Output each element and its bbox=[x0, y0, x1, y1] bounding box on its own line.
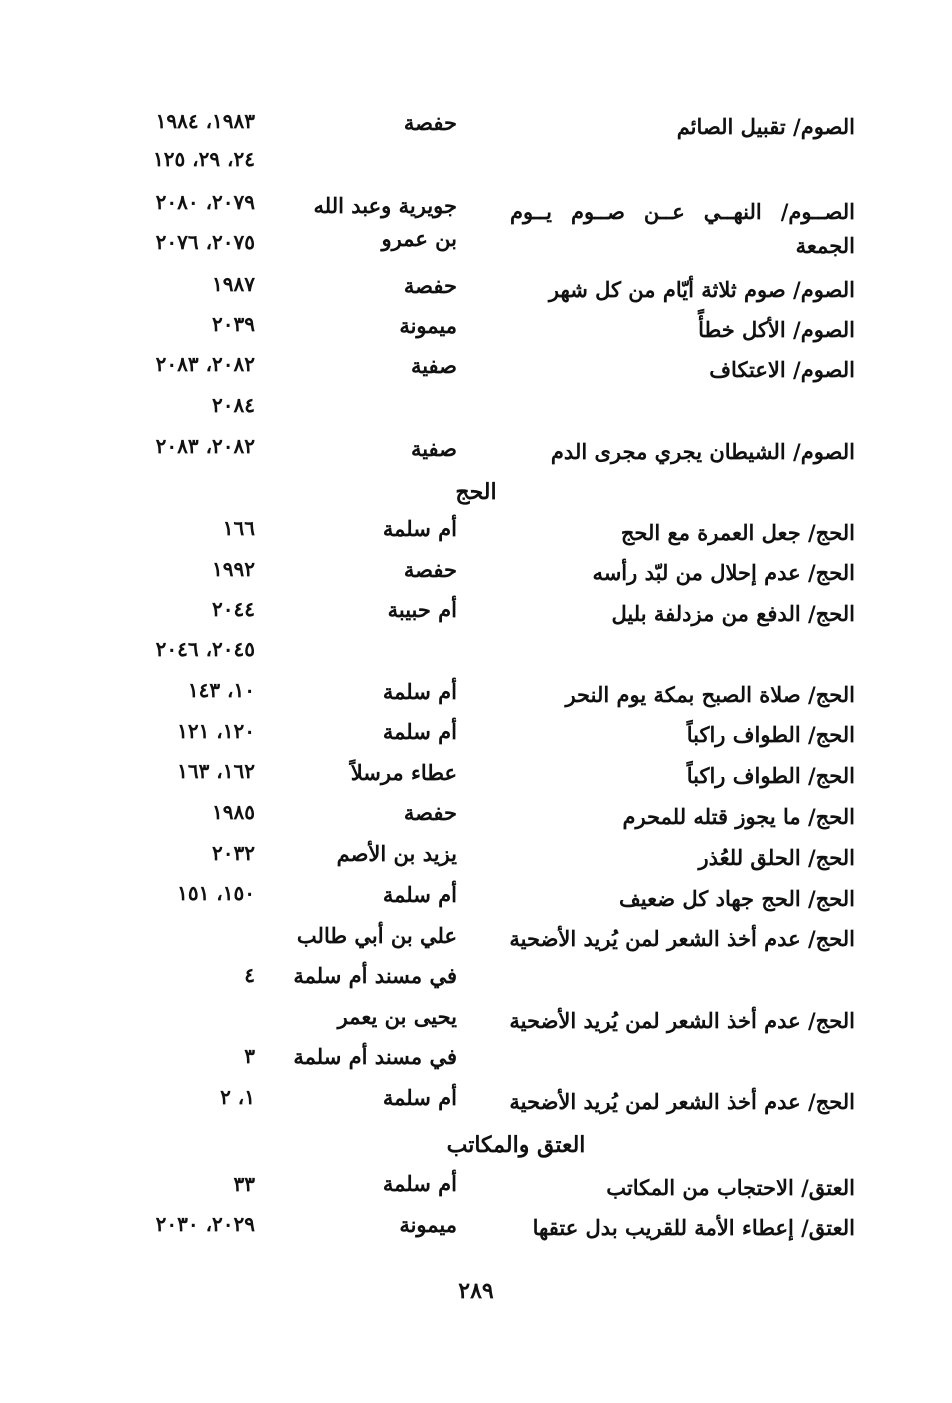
narrator: حفصة bbox=[403, 110, 457, 135]
hadith-numbers: ١٩٩٢ bbox=[212, 557, 255, 581]
topic: الحج/ عدم أخذ الشعر لمن يُريد الأضحية bbox=[509, 1008, 855, 1033]
topic: الحج/ الحلق للعُذر bbox=[698, 845, 855, 870]
narrator: جويرية وعبد الله bbox=[313, 193, 457, 218]
narrator: في مسند أم سلمة bbox=[293, 963, 457, 988]
narrator: أم سلمة bbox=[382, 1085, 457, 1110]
topic: الحج/ الطواف راكباً bbox=[686, 763, 855, 788]
hadith-numbers: ١٦٢، ١٦٣ bbox=[177, 759, 255, 783]
hadith-numbers: ١٠، ١٤٣ bbox=[187, 678, 255, 702]
hadith-numbers: ٣ bbox=[244, 1044, 255, 1068]
topic: الصــوم/ النهــي عــن صــوم يــوم bbox=[510, 199, 855, 224]
topic: الحج/ عدم أخذ الشعر لمن يُريد الأضحية bbox=[509, 926, 855, 951]
topic: الجمعة bbox=[795, 233, 855, 258]
page-number: ٢٨٩ bbox=[458, 1278, 494, 1304]
hadith-numbers: ٢٠٨٤ bbox=[212, 393, 255, 417]
narrator: بن عمرو bbox=[381, 226, 457, 251]
hadith-numbers: ١٥٠، ١٥١ bbox=[177, 881, 255, 905]
narrator: ميمونة bbox=[399, 1212, 457, 1237]
narrator: صفية bbox=[410, 353, 457, 378]
topic: الصوم/ تقبيل الصائم bbox=[676, 114, 855, 139]
topic: الصوم/ صوم ثلاثة أيّام من كل شهر bbox=[548, 277, 855, 302]
hadith-numbers: ١٩٨٧ bbox=[212, 272, 255, 296]
narrator: حفصة bbox=[403, 800, 457, 825]
narrator: أم سلمة bbox=[382, 679, 457, 704]
hadith-numbers: ٢٠٤٤ bbox=[212, 597, 255, 621]
topic: الحج/ عدم إحلال من لبّد رأسه bbox=[592, 560, 855, 585]
section-heading-hajj: الحج bbox=[455, 479, 497, 505]
narrator: أم سلمة bbox=[382, 719, 457, 744]
hadith-numbers: ١٩٨٥ bbox=[212, 800, 255, 824]
hadith-numbers: ١، ٢ bbox=[220, 1085, 255, 1109]
hadith-numbers: ٢٠٣٢ bbox=[212, 841, 255, 865]
narrator: عطاء مرسلاً bbox=[350, 760, 457, 785]
narrator: أم سلمة bbox=[382, 516, 457, 541]
hadith-numbers: ٢٠٧٩، ٢٠٨٠ bbox=[155, 190, 255, 214]
narrator: ميمونة bbox=[399, 313, 457, 338]
topic: العتق/ إعطاء الأمة للقريب بدل عتقها bbox=[532, 1215, 855, 1240]
hadith-numbers: ٢٤، ٢٩، ١٢٥ bbox=[152, 147, 255, 171]
topic: الصوم/ الأكل خطأً bbox=[698, 317, 855, 342]
hadith-numbers: ٢٠٧٥، ٢٠٧٦ bbox=[155, 230, 255, 254]
hadith-numbers: ١٩٨٣، ١٩٨٤ bbox=[155, 109, 255, 133]
narrator: أم سلمة bbox=[382, 1171, 457, 1196]
narrator: حفصة bbox=[403, 557, 457, 582]
narrator: أم حبيبة bbox=[387, 597, 457, 622]
topic: العتق/ الاحتجاب من المكاتب bbox=[606, 1175, 855, 1200]
topic: الحج/ عدم أخذ الشعر لمن يُريد الأضحية bbox=[509, 1089, 855, 1114]
narrator: حفصة bbox=[403, 273, 457, 298]
narrator: أم سلمة bbox=[382, 882, 457, 907]
topic: الحج/ ما يجوز قتله للمحرم bbox=[622, 804, 855, 829]
narrator: في مسند أم سلمة bbox=[293, 1044, 457, 1069]
hadith-numbers: ٢٠٢٩، ٢٠٣٠ bbox=[155, 1212, 255, 1236]
hadith-numbers: ٢٠٨٢، ٢٠٨٣ bbox=[155, 352, 255, 376]
narrator: يحيى بن يعمر bbox=[337, 1004, 457, 1029]
hadith-numbers: ١٢٠، ١٢١ bbox=[177, 719, 255, 743]
hadith-numbers: ٢٠٣٩ bbox=[212, 312, 255, 336]
topic: الحج/ الدفع من مزدلفة بليل bbox=[611, 601, 855, 626]
hadith-numbers: ١٦٦ bbox=[222, 516, 255, 540]
topic: الحج/ صلاة الصبح بمكة يوم النحر bbox=[565, 682, 855, 707]
hadith-numbers: ٤ bbox=[244, 963, 255, 987]
topic: الحج/ الحج جهاد كل ضعيف bbox=[619, 886, 855, 911]
hadith-numbers: ٣٣ bbox=[233, 1172, 255, 1196]
topic: الحج/ جعل العمرة مع الحج bbox=[620, 520, 855, 545]
topic: الصوم/ الشيطان يجري مجرى الدم bbox=[550, 439, 855, 464]
narrator: يزيد بن الأصم bbox=[336, 841, 457, 866]
topic: الحج/ الطواف راكباً bbox=[686, 722, 855, 747]
narrator: علي بن أبي طالب bbox=[296, 923, 457, 948]
section-heading-itq: العتق والمكاتب bbox=[446, 1132, 586, 1158]
hadith-numbers: ٢٠٨٢، ٢٠٨٣ bbox=[155, 434, 255, 458]
topic: الصوم/ الاعتكاف bbox=[709, 357, 855, 382]
narrator: صفية bbox=[410, 436, 457, 461]
hadith-numbers: ٢٠٤٥، ٢٠٤٦ bbox=[155, 637, 255, 661]
